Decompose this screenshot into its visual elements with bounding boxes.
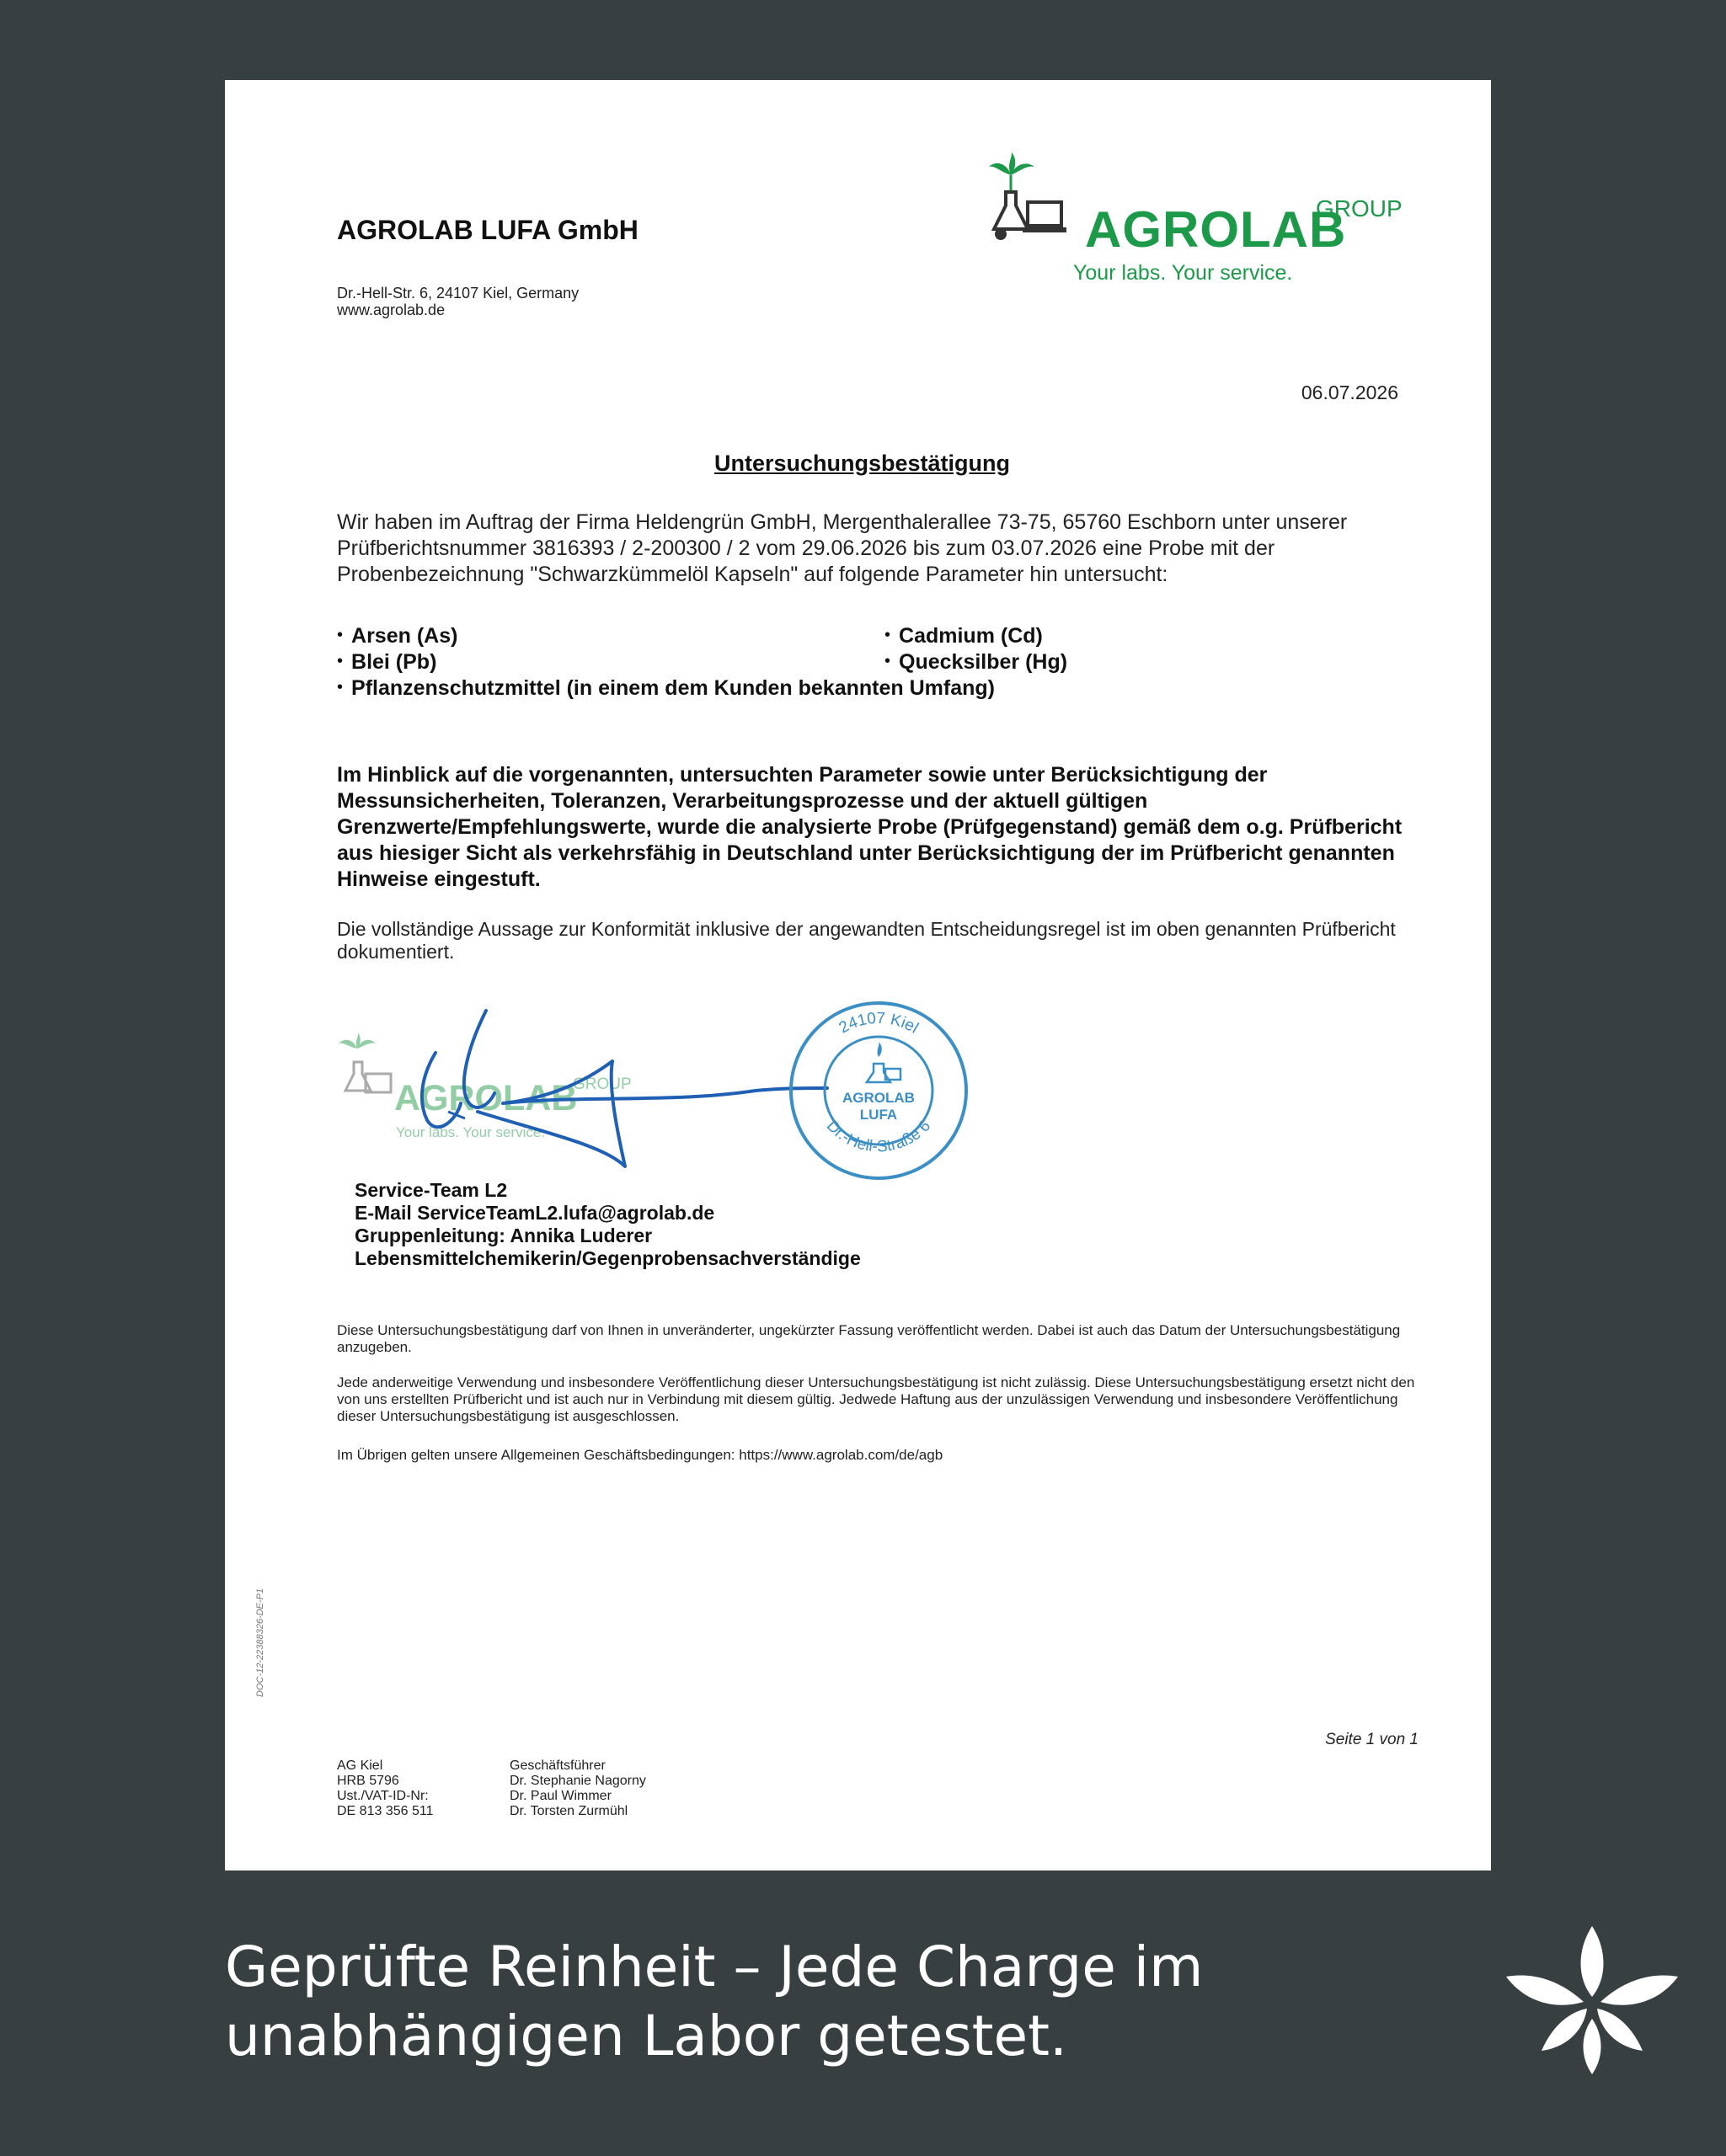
lab-plant-icon	[986, 152, 1082, 253]
svg-text:Dr.-Hell-Straße 6	[823, 1118, 934, 1156]
parameter-item: • Blei (Pb)	[337, 650, 437, 674]
caption-line: Geprüfte Reinheit – Jede Charge im	[225, 1935, 1204, 1999]
contact-email: E-Mail ServiceTeamL2.lufa@agrolab.de	[355, 1202, 715, 1224]
website-line: www.agrolab.de	[337, 302, 446, 318]
document-page	[225, 80, 1491, 1870]
signature-logo-tagline: Your labs. Your service.	[396, 1124, 546, 1140]
footer-line: Dr. Torsten Zurmühl	[510, 1804, 628, 1818]
footer-line: AG Kiel	[337, 1758, 383, 1773]
signature-logo-wordmark: AGROLAB	[394, 1078, 578, 1118]
leaf-flower-icon	[1499, 1924, 1685, 2076]
logo-wordmark: AGROLAB	[1085, 201, 1347, 258]
company-address	[337, 285, 579, 318]
footer-line: HRB 5796	[337, 1774, 399, 1788]
footer-line: Ust./VAT-ID-Nr:	[337, 1789, 429, 1803]
agrolab-logo	[986, 152, 1424, 295]
stamp-bottom-text: Dr.-Hell-Straße 6	[822, 1117, 935, 1156]
svg-text:24107 Kiel	[836, 1010, 922, 1038]
handwritten-signature	[377, 994, 831, 1187]
parameter-item: • Arsen (As)	[337, 624, 458, 648]
document-title: Untersuchungsbestätigung	[713, 451, 1010, 476]
logo-tagline: Your labs. Your service.	[1073, 261, 1293, 285]
stamp-name-line2: LUFA	[859, 1107, 898, 1123]
parameter-label: Arsen (As)	[351, 624, 458, 648]
company-name: AGROLAB LUFA GmbH	[337, 215, 639, 245]
contact-team: Service-Team L2	[355, 1179, 508, 1201]
footer-management	[510, 1758, 646, 1819]
parameter-item: • Cadmium (Cd)	[884, 624, 1043, 648]
page-number: Seite 1 von 1	[1325, 1731, 1419, 1748]
stamp-name-line1: AGROLAB	[842, 1090, 915, 1106]
legal-terms-note: Im Übrigen gelten unsere Allgemeinen Geschäftsbedingungen: https://www.agrolab.com/de/agb	[337, 1447, 943, 1463]
intro-paragraph: Wir haben im Auftrag der Firma Heldengrün GmbH, Mergenthalerallee 73-75, 65760 Eschborn unter unserer Prüfberichtsnummer 3816393 / 2-200300 / 2 vom 29.06.2026 bis zum 03.07.2026 eine Probe mit der Probenbezeichnung "Schwarzkümmelöl Kapseln" auf folgende Parameter hin untersucht:	[337, 510, 1348, 586]
contact-role: Lebensmittelchemikerin/Gegenprobensachverständige	[355, 1247, 861, 1269]
legal-publish-note: Diese Untersuchungsbestätigung darf von Ihnen in unveränderter, ungekürzter Fassung veröffentlicht werden. Dabei ist auch das Datum der Untersuchungsbestätigung anzugeben.	[337, 1322, 1401, 1355]
logo-group-label: GROUP	[1316, 195, 1403, 221]
contact-lead: Gruppenleitung: Annika Luderer	[355, 1225, 653, 1246]
parameter-list	[337, 624, 1449, 708]
parameter-item: • Quecksilber (Hg)	[884, 650, 1068, 674]
parameter-label: Pflanzenschutzmittel (in einem dem Kunden bekannten Umfang)	[351, 676, 995, 700]
document-code: DOC-12-22388326-DE-P1	[255, 1588, 265, 1697]
footer-line: Dr. Stephanie Nagorny	[510, 1774, 646, 1788]
promo-caption	[225, 1933, 1203, 2071]
parameter-label: Cadmium (Cd)	[899, 624, 1043, 648]
lab-stamp	[786, 998, 971, 1183]
document-date: 06.07.2026	[1301, 382, 1398, 403]
parameter-label: Quecksilber (Hg)	[899, 650, 1068, 674]
address-line: Dr.-Hell-Str. 6, 24107 Kiel, Germany	[337, 285, 580, 302]
footer-line: Geschäftsführer	[510, 1758, 606, 1773]
footer-line: DE 813 356 511	[337, 1804, 434, 1818]
parameter-label: Blei (Pb)	[351, 650, 437, 674]
footer-registry	[337, 1758, 433, 1819]
contact-block	[355, 1179, 861, 1270]
parameter-item: • Pflanzenschutzmittel (in einem dem Kunden bekannten Umfang)	[337, 676, 995, 700]
verdict-paragraph: Im Hinblick auf die vorgenannten, untersuchten Parameter sowie unter Berücksichtigung der Messunsicherheiten, Toleranzen, Verarbeitungsprozesse und der aktuell gültigen Grenzwerte/Empfehlungswerte, wurde die analysierte Probe (Prüfgegenstand) gemäß dem o.g. Prüfbericht aus hiesiger Sicht als verkehrsfähig in Deutschland unter Berücksichtigung der im Prüfbericht genannten Hinweise eingestuft.	[337, 763, 1403, 891]
conformity-note: Die vollständige Aussage zur Konformität inklusive der angewandten Entscheidungsregel ist im oben genannten Prüfbericht dokumentiert.	[337, 918, 1396, 963]
legal-restriction-note: Jede anderweitige Verwendung und insbesondere Veröffentlichung dieser Untersuchungsbestätigung ist nicht zulässig. Diese Untersuchungsbestätigung ersetzt nicht den von uns erstellten Prüfbericht und ist auch nur in Verbindung mit diesem gültig. Jedwede Haftung aus der unzulässigen Verwendung und insbesondere Veröffentlichung dieser Untersuchungsbestätigung ist ausgeschlossen.	[337, 1374, 1415, 1424]
signature-logo-group: GROUP	[573, 1075, 632, 1093]
stamp-top-text: 24107 Kiel	[836, 1009, 922, 1038]
footer-line: Dr. Paul Wimmer	[510, 1789, 612, 1803]
caption-line: unabhängigen Labor getestet.	[225, 2004, 1067, 2068]
